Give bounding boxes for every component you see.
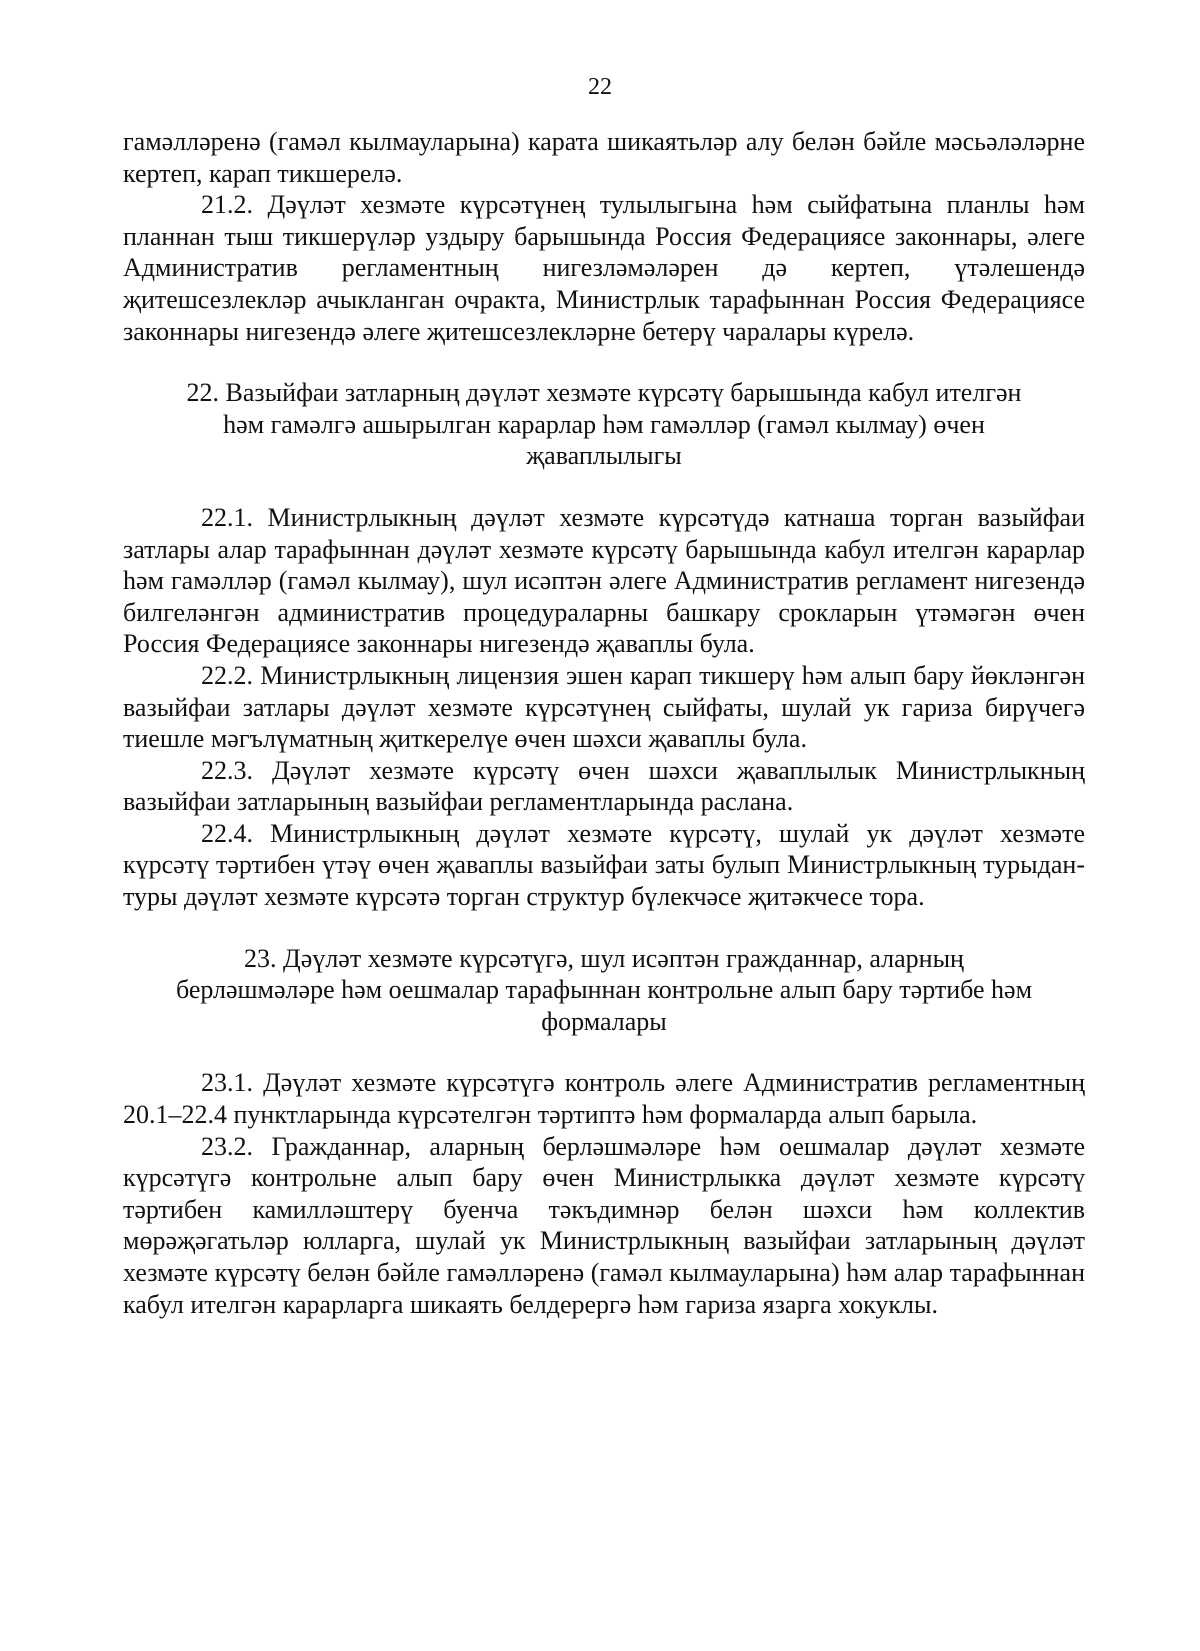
heading-line: 23. Дәүләт хезмәте күрсәтүгә, шул исәптән гражданнар, аларның <box>244 943 964 973</box>
paragraph-22-1: 22.1. Министрлыкның дәүләт хезмәте күрсәтүдә катнаша торган вазыйфаи затлары алар тарафыннан дәүләт хезмәте күрсәтү барышында кабул ителгән карарлар һәм гамәлләр (гамәл кылмау), шул исәптән әлеге Административ регламент нигезендә билгеләнгән административ процедураларны башкару срокларын үтәмәгән өчен Россия Федерациясе законнары нигезендә җаваплы була. <box>123 502 1085 659</box>
paragraph-23-1: 23.1. Дәүләт хезмәте күрсәтүгә контроль әлеге Административ регламентның 20.1–22.4 пунктларында күрсәтелгән тәртиптә һәм формаларда алып барыла. <box>123 1068 1085 1130</box>
heading-line: 22. Вазыйфаи затларның дәүләт хезмәте күрсәтү барышында кабул ителгән <box>186 378 1022 408</box>
section-heading-22 <box>123 377 1085 472</box>
paragraph-22-2: 22.2. Министрлыкның лицензия эшен карап тикшерү һәм алып бару йөкләнгән вазыйфаи затлары дәүләт хезмәте күрсәтүнең сыйфаты, шулай ук гариза бирүчегә тиешле мәгълүматның җиткерелүе өчен шәхси җаваплы була. <box>123 660 1085 754</box>
paragraph-22-3: 22.3. Дәүләт хезмәте күрсәтү өчен шәхси җаваплылык Министрлыкның вазыйфаи затларының вазыйфаи регламентларында раслана. <box>123 755 1085 817</box>
heading-line: формалары <box>541 1006 667 1036</box>
document-body <box>123 126 1085 1320</box>
heading-line: һәм гамәлгә ашырылган карарлар һәм гамәлләр (гамәл кылмау) өчен <box>223 409 985 439</box>
paragraph-21-2: 21.2. Дәүләт хезмәте күрсәтүнең тулылыгына һәм сыйфатына планлы һәм планнан тыш тикшерүләр уздыру барышында Россия Федерациясе законнары, әлеге Административ регламентның нигезләмәләрен дә кертеп, үтәлешендә җитешсезлекләр ачыкланган очракта, Министрлык тарафыннан Россия Федерациясе законнары нигезендә әлеге җитешсезлекләрне бетерү чаралары күрелә. <box>123 190 1085 346</box>
heading-line: берләшмәләре һәм оешмалар тарафыннан контрольне алып бару тәртибе һәм <box>175 975 1033 1005</box>
heading-line: җаваплылыгы <box>526 441 682 471</box>
paragraph-23-2: 23.2. Гражданнар, аларның берләшмәләре һәм оешмалар дәүләт хезмәте күрсәтүгә контрольне алып бару өчен Министрлыкка дәүләт хезмәте күрсәтү тәртибен камилләштерү буенча тәкъдимнәр белән шәхси һәм коллектив мөрәҗәгатьләр юлларга, шулай ук Министрлыкның вазыйфаи затларының дәүләт хезмәте күрсәтү белән бәйле гамәлләренә (гамәл кылмауларына) һәм алар тарафыннан кабул ителгән карарларга шикаять белдерергә һәм гариза язарга хокуклы. <box>123 1131 1085 1319</box>
page-number: 22 <box>588 74 612 100</box>
paragraph-intro: гамәлләренә (гамәл кылмауларына) карата шикаятьләр алу белән бәйле мәсьәләләрне кертеп, карап тикшерелә. <box>123 127 1085 188</box>
paragraph-22-4: 22.4. Министрлыкның дәүләт хезмәте күрсәтү, шулай ук дәүләт хезмәте күрсәтү тәртибен үтәү өчен җаваплы вазыйфаи заты булып Министрлыкның турыдан-туры дәүләт хезмәте күрсәтә торган структур бүлекчәсе җитәкчесе тора. <box>123 818 1085 912</box>
section-heading-23 <box>123 943 1085 1038</box>
